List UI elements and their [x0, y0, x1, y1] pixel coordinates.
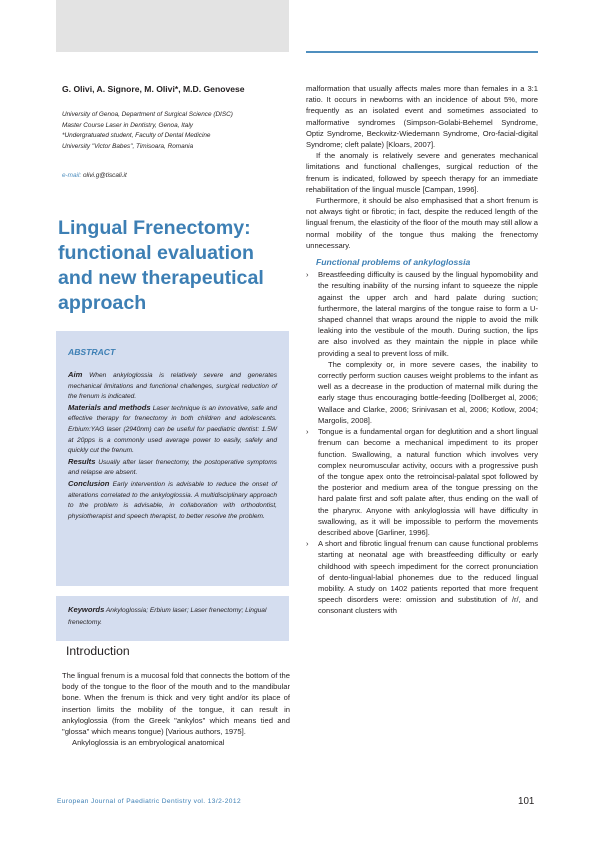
title-line: Lingual Frenectomy:	[58, 217, 251, 239]
email-address[interactable]: olivi.g@tiscali.it	[82, 172, 127, 179]
bullet-text: The complexity or, in more severe cases, the inability to correctly perform suction causes weight problems to the infant as well as a decrease in the production of maternal milk during the early stage thus encouraging bottle-feeding [Dollberget al, 2006; Wallace and Clarke, 2006; Srinivasan et al, 2006; Kotlow, 2004; Margolis, 2008].	[318, 359, 538, 425]
bullet-marker: ›	[306, 270, 309, 280]
aim-text: When ankyloglossia is relatively severe and generates mechanical limitations and functional challenges, surgical reduction of the frenum is indicated.	[68, 372, 277, 401]
affiliation-line: Master Course Laser in Dentistry, Genoa, Italy	[62, 121, 193, 129]
bullet-item	[306, 269, 538, 426]
conclusion-text: Early intervention is advisable to reduce the onset of alterations correlated to the ankyloglossia. A multidisciplinary approach to the problem is advisable, in collaboration with orthodontist, physiotherapist and speech therapist, to better resolve the problem.	[68, 480, 277, 520]
page-number: 101	[518, 796, 535, 807]
bullet-text: Tongue is a fundamental organ for deglutition and a short lingual frenum can become a mechanical impediment to its proper function. Swallowing, a natural function which involves very complex neuromuscular activity, occurs with a progressive push of the tongue apex onto the retroincisal-palatal spot followed by the posterior and medium area of the tongue pressing on the hard palate first and soft palate after, thus ending on the wall of the pharynx. Anyone with ankyloglossia will have difficulty in swallowing, as it will be impossible to perform the movements described above [Garliner, 1996].	[318, 427, 538, 537]
article-title	[58, 216, 290, 316]
paragraph: If the anomaly is relatively severe and generates mechanical limitations and functional challenges, surgical reduction of the frenum is indicated, followed by speech therapy for an immediate rehabilitation of the lingual muscle [Campan, 1996].	[306, 151, 538, 194]
methods-text: Laser technique is an innovative, safe and effective therapy for frenectomy in both children and adolescents. Erbium:YAG laser (2940nm) can be useful for paediatric dentist: 1.5W at 20pps is a commonly used average power to easily, safely and quickly cut the frenum.	[68, 404, 277, 455]
keywords-text: Ankyloglossia; Erbium laser; Laser frenectomy; Lingual frenectomy.	[68, 607, 267, 626]
email	[62, 172, 284, 179]
keywords	[68, 604, 277, 629]
bullet-marker: ›	[306, 427, 309, 437]
abstract-heading: ABSTRACT	[68, 347, 116, 357]
bullet-marker: ›	[306, 539, 309, 549]
bullet-text: Breastfeeding difficulty is caused by the lingual hypomobility and the resulting inability of the nursing infant to squeeze the nipple against the upper arch and hard palate during suction; furthermore, the lateral margins of the tongue raise to form a U-shaped channel that wraps around the nipple to avoid the milk leaking into the vestibule of the mouth. During suction, the lips are also involved as they maintain the nipple in place while providing a seal to prevent loss of milk.	[318, 270, 538, 358]
paragraph: Furthermore, it should be also emphasised that a short frenum is not always tight or fibrotic; in fact, despite the reduced length of the lingual frenum, the elasticity of the floor of the mouth may still allow a normal mobility of the tongue thus making the frenectomy unnecessary.	[306, 196, 538, 250]
introduction-heading: Introduction	[66, 644, 130, 658]
paragraph: malformation that usually affects males more than females in a 3:1 ratio. It occurs in newborns with an incidence of about 5%, more frequently as an isolated event and sometimes associated to malformative syndromes (Simpson-Golabi-Behemel Syndrome, Optiz Syndrome, Beckwitz-Wiedemann Syndrome, Oro-facial-digital Syndrome; cleft palate) [Kloars, 2007].	[306, 84, 538, 150]
bullet-text: A short and fibrotic lingual frenum can cause functional problems starting at neonatal age with breastfeeding difficulty or early childhood with speech impediment for the correct pronunciation of dento-lingual-labial phonemes due to the reduced lingual mobility. A study on 1402 patients reported that more frequent speech disorders were: omission and substitution of /r/, and consonant clusters with	[318, 539, 538, 616]
section-subheading: Functional problems of ankyloglossia	[316, 257, 471, 268]
title-line: approach	[58, 292, 147, 314]
results-label: Results	[68, 456, 96, 466]
journal-footer: European Journal of Paediatric Dentistry vol. 13/2-2012	[57, 798, 242, 805]
introduction-body	[62, 670, 290, 748]
right-column	[306, 83, 538, 617]
affiliations	[62, 110, 284, 152]
results-text: Usually after laser frenectomy, the postoperative symptoms and relapse are absent.	[68, 458, 277, 477]
title-line: and new therapeutical	[58, 267, 264, 289]
abstract-body	[68, 370, 277, 522]
keywords-label: Keywords	[68, 605, 105, 614]
authors: G. Olivi, A. Signore, M. Olivi*, M.D. Genovese	[62, 84, 245, 94]
header-rule	[306, 51, 538, 53]
email-label: e-mail:	[62, 172, 82, 179]
affiliation-line: *Undergratuated student, Faculty of Dental Medicine	[62, 132, 211, 140]
bullet-item	[306, 426, 538, 538]
header-grey-block	[56, 0, 289, 52]
aim-label: Aim	[68, 370, 83, 379]
affiliation-line: University of Genoa, Department of Surgical Science (DISC)	[62, 111, 233, 118]
conclusion-label: Conclusion	[68, 478, 110, 488]
bullet-item	[306, 538, 538, 616]
paragraph: Ankyloglossia is an embryological anatomical	[72, 738, 225, 748]
title-line: functional evaluation	[58, 242, 254, 264]
methods-label: Materials and methods	[68, 402, 151, 412]
paragraph: The lingual frenum is a mucosal fold that connects the bottom of the body of the tongue to the floor of the mouth and to the mandibular bone. When the frenum is thick and very tight and/or its place of insertion limits the mobility of the tongue, it can result in ankyloglossia (from the Greek "ankylos" which means tied and "glossa" which means tongue) [Various authors, 1975].	[62, 671, 290, 737]
affiliation-line: University "Victor Babes", Timisoara, Romania	[62, 142, 194, 150]
